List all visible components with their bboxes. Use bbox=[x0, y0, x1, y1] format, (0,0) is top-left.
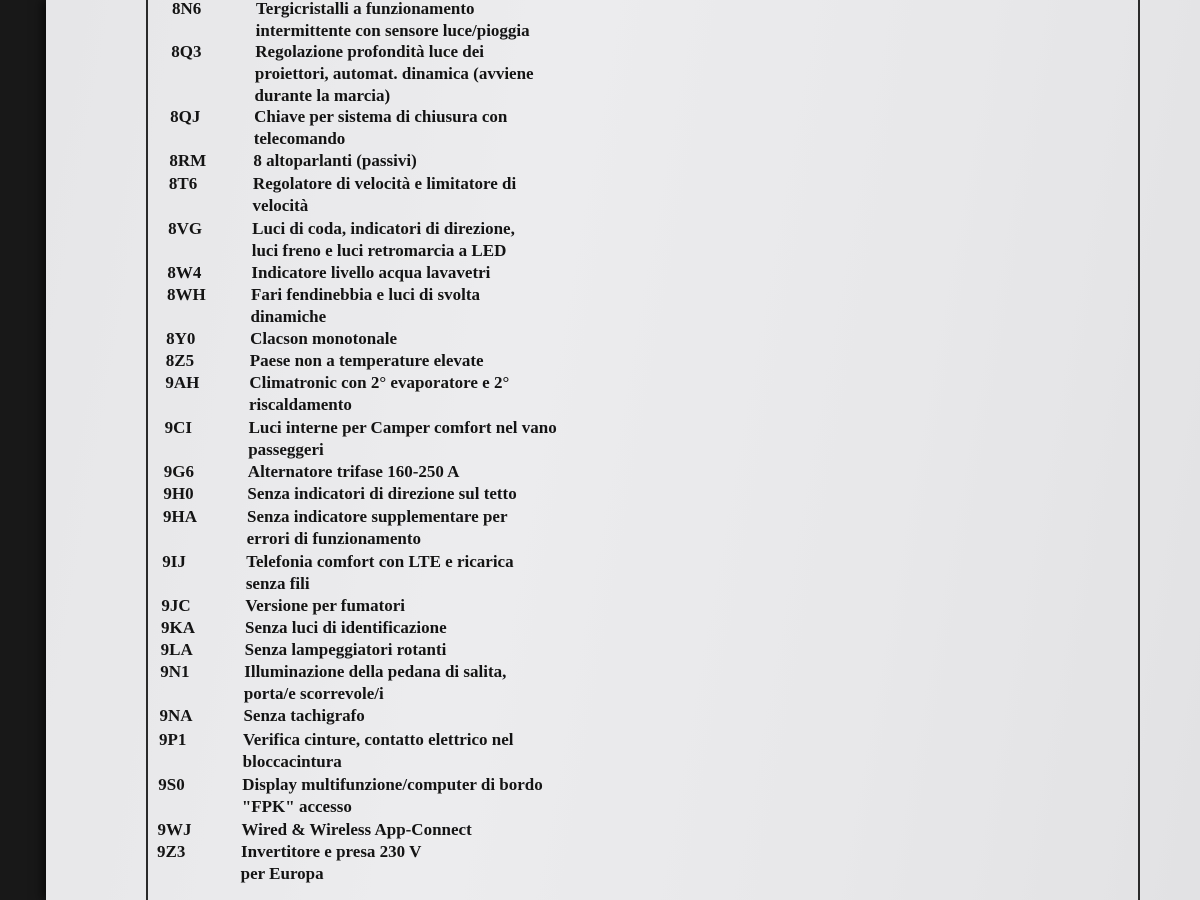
option-description-line: Regolatore di velocità e limitatore di bbox=[252, 174, 517, 193]
option-description-line: Senza tachigrafo bbox=[243, 706, 365, 725]
option-description-line: porta/e scorrevole/i bbox=[243, 684, 384, 703]
option-code: 8Z5 bbox=[165, 351, 195, 370]
option-code: 9AH bbox=[165, 373, 200, 392]
option-code: 8VG bbox=[168, 219, 203, 238]
option-description-line: durante la marcia) bbox=[254, 86, 391, 105]
option-description-line: Senza indicatori di direzione sul tetto bbox=[247, 484, 517, 503]
option-code: 8Y0 bbox=[166, 329, 196, 348]
option-description-line: senza fili bbox=[245, 574, 310, 593]
option-description-line: Invertitore e presa 230 V bbox=[241, 842, 422, 861]
option-description-line: Fari fendinebbia e luci di svolta bbox=[250, 285, 480, 304]
option-code: 8Q3 bbox=[171, 42, 202, 61]
option-code: 8WH bbox=[166, 285, 206, 304]
option-description-line: Illuminazione della pedana di salita, bbox=[244, 662, 507, 681]
option-description-line: dinamiche bbox=[250, 307, 327, 326]
option-code: 9WJ bbox=[157, 820, 192, 839]
option-description-line: Regolazione profondità luce dei bbox=[255, 42, 484, 61]
option-code: 9JC bbox=[161, 596, 191, 615]
option-code: 9P1 bbox=[159, 730, 187, 749]
option-description-line: Verifica cinture, contatto elettrico nel bbox=[243, 730, 514, 749]
option-description-line: Senza lampeggiatori rotanti bbox=[244, 640, 447, 659]
option-code: 8RM bbox=[169, 151, 207, 170]
option-description-line: Luci di coda, indicatori di direzione, bbox=[252, 219, 515, 238]
option-description-line: errori di funzionamento bbox=[246, 529, 422, 548]
option-description-line: telecomando bbox=[253, 129, 346, 148]
option-description-line: velocità bbox=[252, 196, 309, 215]
option-code: 8N6 bbox=[172, 0, 202, 18]
option-description-line: bloccacintura bbox=[242, 752, 342, 771]
option-description-line: riscaldamento bbox=[248, 395, 352, 414]
option-description-line: Telefonia comfort con LTE e ricarica bbox=[246, 552, 514, 571]
option-code: 9CI bbox=[164, 418, 192, 437]
option-description-line: 8 altoparlanti (passivi) bbox=[253, 151, 417, 170]
option-description-line: Versione per fumatori bbox=[245, 596, 406, 615]
option-code: 9LA bbox=[160, 640, 193, 659]
option-description-line: passeggeri bbox=[248, 440, 324, 459]
option-description-line: Senza luci di identificazione bbox=[245, 618, 447, 637]
option-code: 9G6 bbox=[163, 462, 195, 481]
option-description-line: Senza indicatore supplementare per bbox=[247, 507, 508, 526]
option-description-line: Indicatore livello acqua lavavetri bbox=[251, 263, 491, 282]
option-description-line: per Europa bbox=[240, 864, 324, 883]
option-code: 9H0 bbox=[163, 484, 194, 503]
option-code: 9NA bbox=[159, 706, 193, 725]
option-code: 9KA bbox=[161, 618, 196, 637]
option-code-list bbox=[46, 0, 1200, 900]
option-code: 9Z3 bbox=[157, 842, 186, 861]
option-code: 8W4 bbox=[167, 263, 202, 282]
option-description-line: Display multifunzione/computer di bordo bbox=[242, 775, 543, 794]
option-code: 8QJ bbox=[170, 107, 201, 126]
option-description-line: Wired & Wireless App-Connect bbox=[241, 820, 472, 839]
option-code: 9IJ bbox=[162, 552, 186, 571]
option-code: 9N1 bbox=[160, 662, 190, 681]
option-description-line: Paese non a temperature elevate bbox=[249, 351, 484, 370]
paper-sheet bbox=[46, 0, 1200, 900]
option-description-line: luci freno e luci retromarcia a LED bbox=[251, 241, 507, 260]
option-code: 9HA bbox=[163, 507, 197, 526]
option-code: 9S0 bbox=[158, 775, 185, 794]
option-description-line: Climatronic con 2° evaporatore e 2° bbox=[249, 373, 510, 392]
option-description-line: Tergicristalli a funzionamento bbox=[256, 0, 475, 18]
option-description-line: proiettori, automat. dinamica (avviene bbox=[254, 64, 534, 83]
option-code: 8T6 bbox=[168, 174, 198, 193]
option-description-line: Chiave per sistema di chiusura con bbox=[254, 107, 508, 126]
option-description-line: Clacson monotonale bbox=[250, 329, 398, 348]
option-description-line: Luci interne per Camper comfort nel vano bbox=[248, 418, 557, 437]
option-description-line: "FPK" accesso bbox=[241, 797, 352, 816]
option-description-line: intermittente con sensore luce/pioggia bbox=[255, 21, 530, 40]
option-description-line: Alternatore trifase 160-250 A bbox=[247, 462, 460, 481]
